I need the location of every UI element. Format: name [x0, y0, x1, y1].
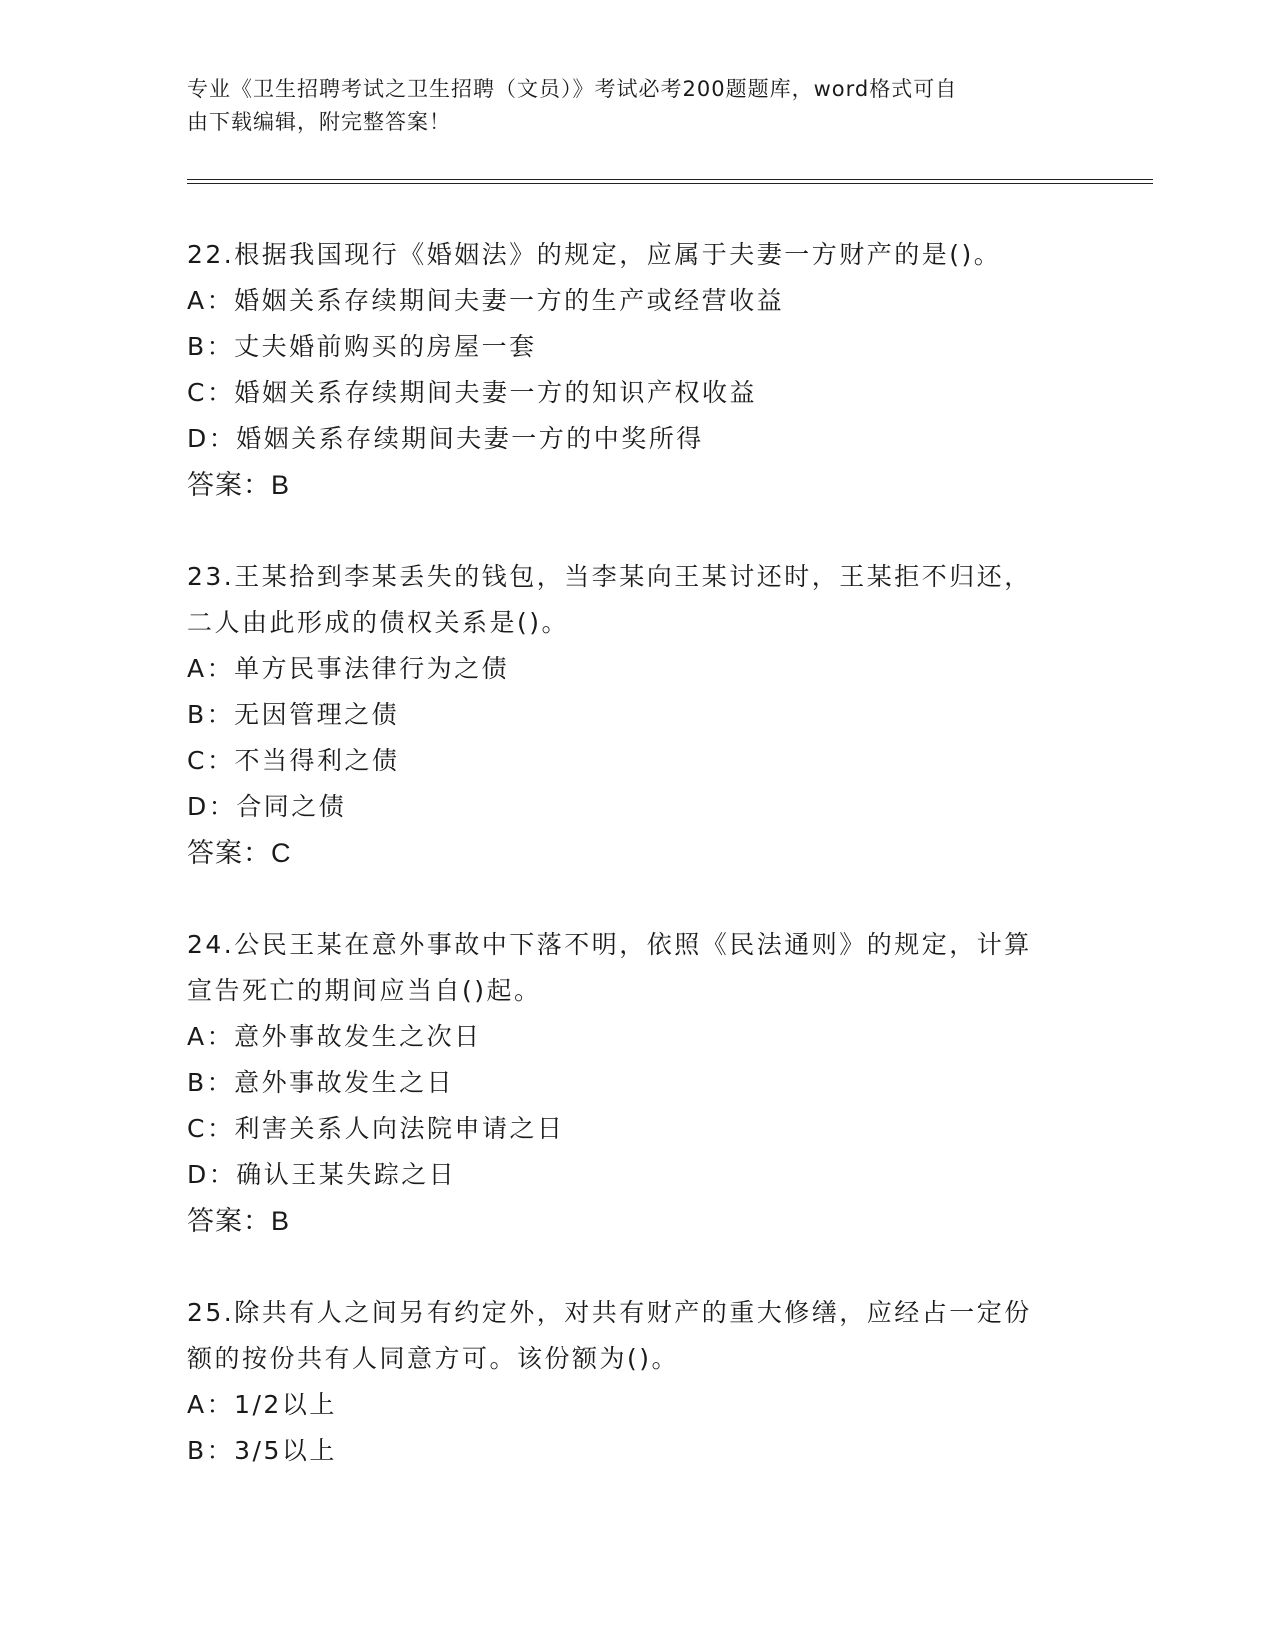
- header-line-2: 由下载编辑，附完整答案！: [187, 110, 451, 134]
- question-22: [187, 232, 1087, 508]
- question-list: [187, 232, 1087, 1520]
- option-b: B：3/5以上: [187, 1436, 337, 1465]
- option-a: A：意外事故发生之次日: [187, 1022, 482, 1051]
- answer: 答案：B: [187, 1206, 291, 1236]
- option-b: B：意外事故发生之日: [187, 1068, 455, 1097]
- question-stem-continued: 额的按份共有人同意方可。该份额为()。: [187, 1344, 680, 1373]
- question-stem: 22.根据我国现行《婚姻法》的规定，应属于夫妻一方财产的是()。: [187, 240, 1002, 269]
- question-stem: 25.除共有人之间另有约定外，对共有财产的重大修缮，应经占一定份: [187, 1298, 1032, 1327]
- option-d: D：合同之债: [187, 792, 347, 821]
- question-stem-continued: 二人由此形成的债权关系是()。: [187, 608, 570, 637]
- question-23: [187, 554, 1087, 876]
- answer: 答案：B: [187, 470, 291, 500]
- option-a: A：单方民事法律行为之债: [187, 654, 510, 683]
- question-stem-continued: 宣告死亡的期间应当自()起。: [187, 976, 542, 1005]
- answer: 答案：C: [187, 838, 292, 868]
- option-c: C：不当得利之债: [187, 746, 400, 775]
- option-a: A：1/2以上: [187, 1390, 337, 1419]
- option-c: C：利害关系人向法院申请之日: [187, 1114, 565, 1143]
- question-stem: 23.王某拾到李某丢失的钱包，当李某向王某讨还时，王某拒不归还，: [187, 562, 1032, 591]
- option-d: D：确认王某失踪之日: [187, 1160, 457, 1189]
- header-divider-bottom: [187, 183, 1153, 184]
- option-a: A：婚姻关系存续期间夫妻一方的生产或经营收益: [187, 286, 785, 315]
- header-line-1: 专业《卫生招聘考试之卫生招聘（文员）》考试必考200题题库，word格式可自: [187, 77, 958, 101]
- question-25: [187, 1290, 1087, 1474]
- option-d: D：婚姻关系存续期间夫妻一方的中奖所得: [187, 424, 704, 453]
- option-b: B：丈夫婚前购买的房屋一套: [187, 332, 537, 361]
- question-24: [187, 922, 1087, 1244]
- option-c: C：婚姻关系存续期间夫妻一方的知识产权收益: [187, 378, 757, 407]
- document-header: [187, 73, 1087, 139]
- question-stem: 24.公民王某在意外事故中下落不明，依照《民法通则》的规定，计算: [187, 930, 1032, 959]
- header-divider-top: [187, 179, 1153, 180]
- option-b: B：无因管理之债: [187, 700, 400, 729]
